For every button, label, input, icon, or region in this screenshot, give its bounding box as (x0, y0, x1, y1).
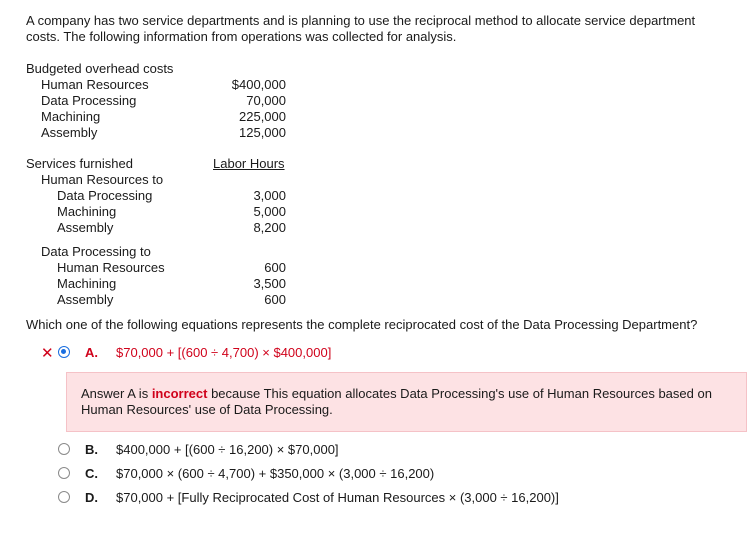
budgeted-heading: Budgeted overhead costs (26, 61, 174, 76)
option-letter: C. (85, 466, 98, 481)
budgeted-value-dp: 70,000 (246, 93, 286, 108)
radio-button-c[interactable] (58, 467, 70, 479)
budgeted-label-dp: Data Processing (41, 93, 137, 108)
option-text: $70,000 + [Fully Reciprocated Cost of Human Resources × (3,000 ÷ 16,200)] (116, 490, 559, 505)
budgeted-value-machining: 225,000 (239, 109, 286, 124)
radio-button-a[interactable] (58, 346, 70, 358)
feedback-text (81, 386, 741, 418)
labor-hours-header: Labor Hours (213, 156, 285, 171)
feedback-body: because This equation allocates Data Processing's use of Human Resources based on Human Resources' use of Data Processing. (81, 386, 712, 417)
hr-to-heading: Human Resources to (41, 172, 164, 187)
question-text: Which one of the following equations represents the complete reciprocated cost of the Data Processing Department? (26, 317, 698, 332)
dp-to-value-hr: 600 (264, 260, 286, 275)
budgeted-label-machining: Machining (41, 109, 101, 124)
budgeted-value-assembly: 125,000 (239, 125, 286, 140)
option-c[interactable] (0, 466, 748, 484)
problem-intro: A company has two service departments and is planning to use the reciprocal method to allocate service department costs. The following information from operations was collected for analysis. (26, 13, 696, 44)
dp-to-label-assembly: Assembly (57, 292, 114, 307)
services-heading: Services furnished (26, 156, 133, 171)
option-letter: D. (85, 490, 98, 505)
option-text: $70,000 × (600 ÷ 4,700) + $350,000 × (3,000 ÷ 16,200) (116, 466, 435, 481)
hr-to-label-machining: Machining (57, 204, 117, 219)
hr-to-value-assembly: 8,200 (253, 220, 286, 235)
option-text: $70,000 + [(600 ÷ 4,700) × $400,000] (116, 345, 332, 360)
feedback-box (66, 372, 747, 432)
hr-to-label-assembly: Assembly (57, 220, 114, 235)
radio-button-b[interactable] (58, 443, 70, 455)
option-a[interactable] (0, 345, 748, 363)
feedback-status: incorrect (151, 386, 208, 401)
option-text: $400,000 + [(600 ÷ 16,200) × $70,000] (116, 442, 339, 457)
hr-to-value-dp: 3,000 (253, 188, 286, 203)
hr-to-label-dp: Data Processing (57, 188, 153, 203)
budgeted-label-assembly: Assembly (41, 125, 98, 140)
option-b[interactable] (0, 442, 748, 460)
dp-to-label-hr: Human Resources (57, 260, 165, 275)
budgeted-value-hr: $400,000 (231, 77, 286, 92)
feedback-prefix: Answer A is (81, 386, 152, 401)
dp-to-label-machining: Machining (57, 276, 117, 291)
dp-to-heading: Data Processing to (41, 244, 151, 259)
option-d[interactable] (0, 490, 748, 508)
incorrect-x-icon: ✕ (41, 345, 54, 362)
option-letter: B. (85, 442, 98, 457)
budgeted-label-hr: Human Resources (41, 77, 149, 92)
dp-to-value-machining: 3,500 (253, 276, 286, 291)
dp-to-value-assembly: 600 (264, 292, 286, 307)
hr-to-value-machining: 5,000 (253, 204, 286, 219)
radio-button-d[interactable] (58, 491, 70, 503)
option-letter: A. (85, 345, 98, 360)
